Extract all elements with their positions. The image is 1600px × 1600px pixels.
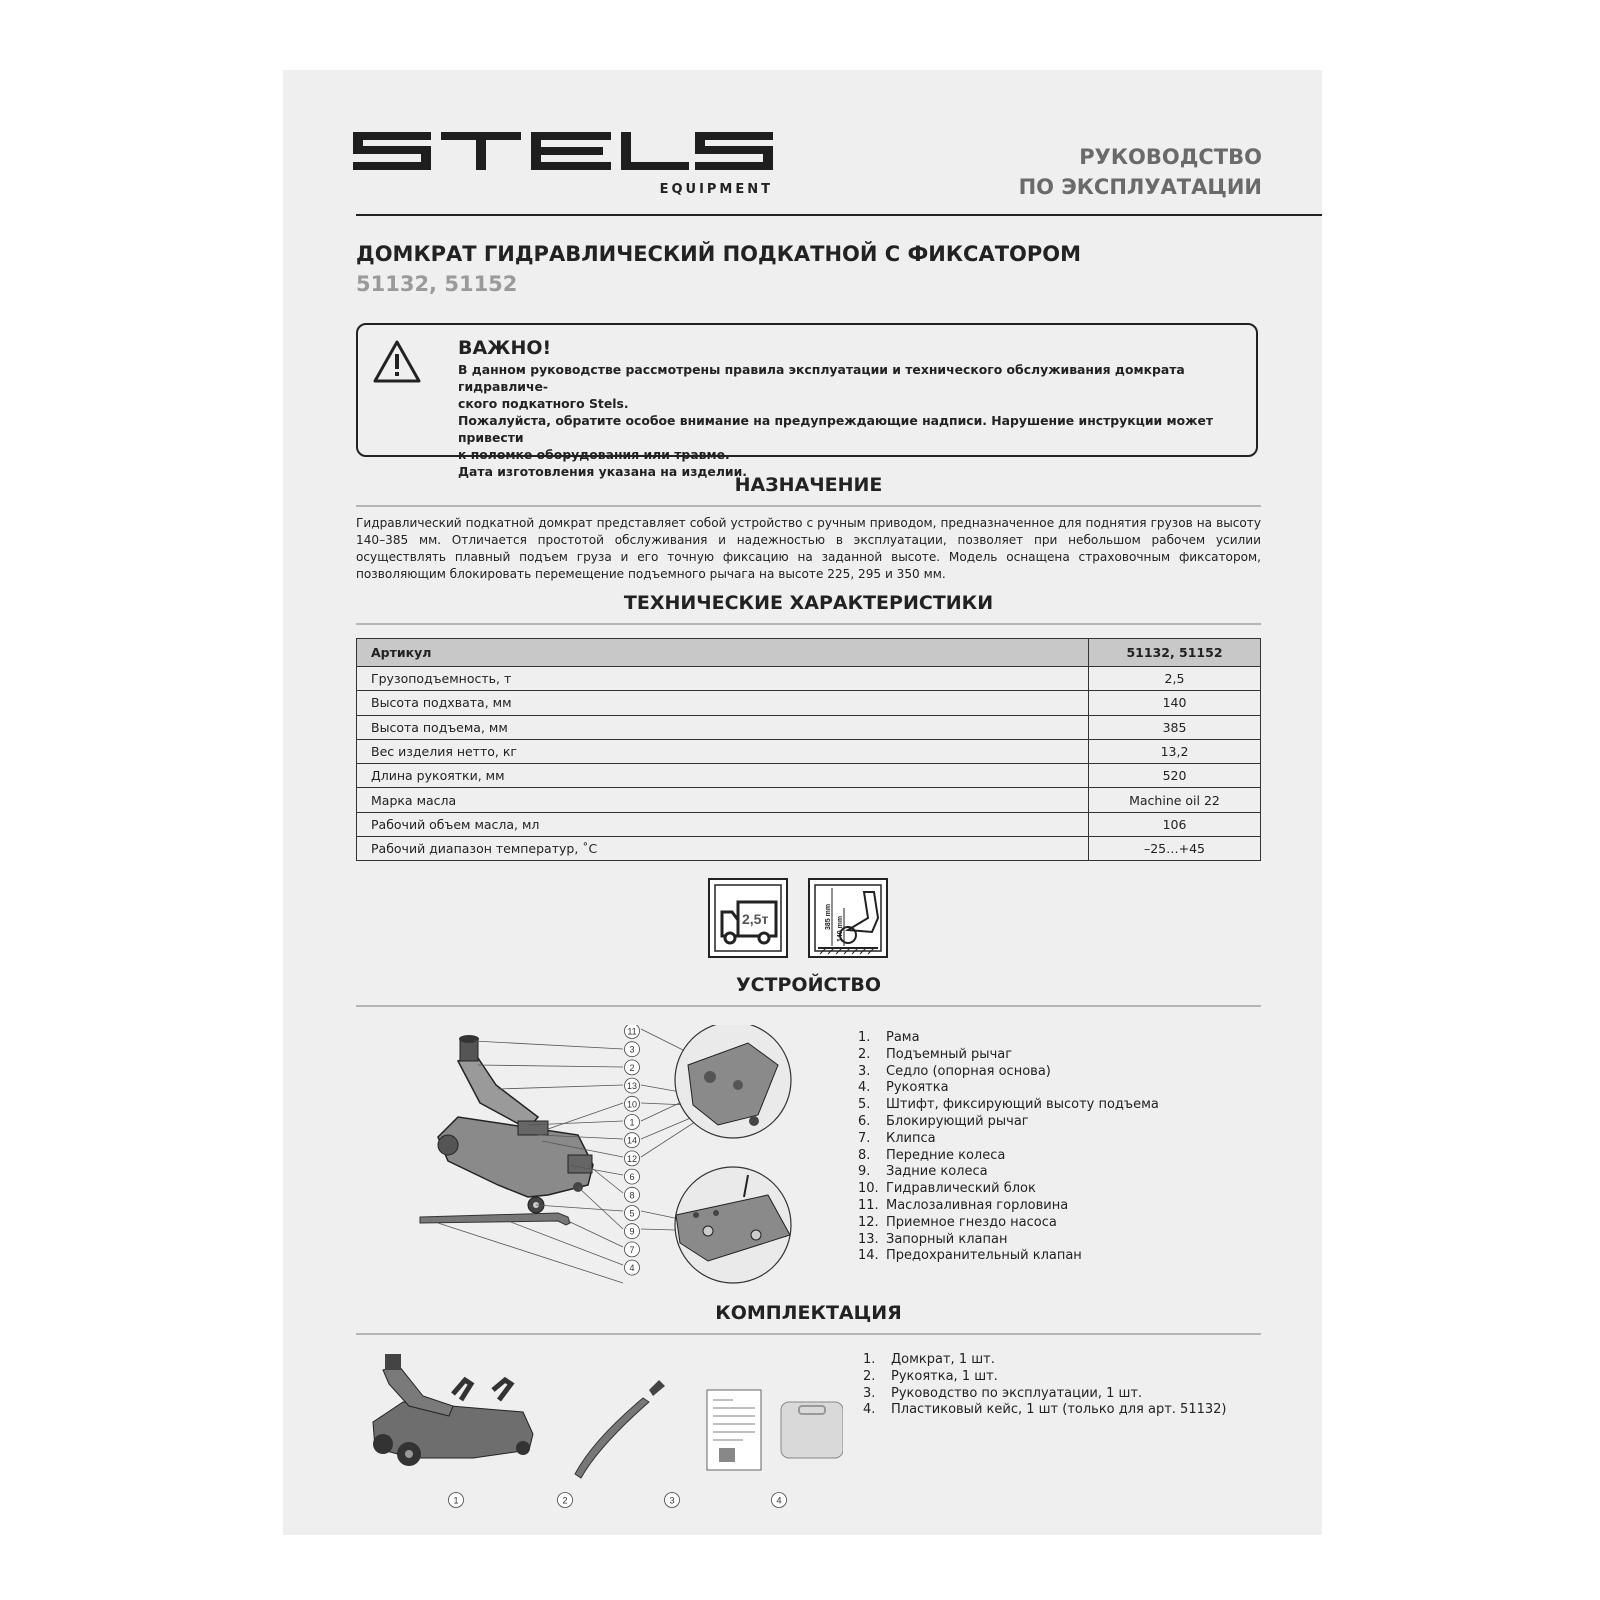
max-height-label: 385 mm: [825, 903, 832, 930]
product-models: 51132, 51152: [356, 272, 518, 296]
warning-text: [458, 361, 1248, 480]
device-heading: УСТРОЙСТВО: [735, 974, 882, 996]
kit-item: [863, 1386, 1227, 1403]
kit-item-number: 2.: [863, 1368, 876, 1384]
device-callout: [625, 1260, 640, 1275]
table-row: [357, 837, 1261, 861]
device-callout-label: 1: [629, 1117, 635, 1128]
table-row: [357, 715, 1261, 739]
lift-height-icon: [809, 879, 887, 957]
kit-callout-label: 4: [776, 1495, 782, 1506]
device-callout-label: 2: [629, 1062, 635, 1073]
kit-callout: [449, 1493, 464, 1508]
spec-label: Рабочий объем масла, мл: [357, 812, 1089, 836]
kit-manual-image: [707, 1390, 761, 1470]
table-row: [357, 812, 1261, 836]
spec-label: Грузоподъемность, т: [357, 667, 1089, 691]
device-callout-label: 3: [629, 1044, 635, 1055]
device-part-item-text: Штифт, фиксирующий высоту подъема: [886, 1097, 1159, 1113]
device-part-item: [858, 1064, 1159, 1081]
table-row: [357, 788, 1261, 812]
device-part-item-number: 4.: [858, 1080, 871, 1096]
spec-value: 2,5: [1089, 667, 1261, 691]
device-callout: [625, 1042, 640, 1057]
warning-line: Дата изготовления указана на изделии.: [458, 464, 747, 479]
device-callout-label: 5: [629, 1208, 635, 1219]
spec-label: Высота подхвата, мм: [357, 691, 1089, 715]
purpose-divider: [356, 505, 1261, 507]
warning-line: В данном руководстве рассмотрены правила эксплуатации и технического обслуживания домкрата гидравличе-: [458, 362, 1185, 394]
device-part-item-text: Задние колеса: [886, 1164, 988, 1180]
device-part-item-text: Седло (опорная основа): [886, 1063, 1051, 1079]
device-part-item: [858, 1181, 1159, 1198]
device-part-item: [858, 1097, 1159, 1114]
device-part-item-text: Запорный клапан: [886, 1231, 1008, 1247]
device-part-item-text: Клипса: [886, 1130, 936, 1146]
kit-item: [863, 1352, 1227, 1369]
device-part-item-number: 14.: [858, 1248, 879, 1264]
document-type-line-2: ПО ЭКСПЛУАТАЦИИ: [1018, 175, 1262, 199]
kit-callout: [772, 1493, 787, 1508]
device-part-item: [858, 1080, 1159, 1097]
spec-value: 140: [1089, 691, 1261, 715]
device-callout: [625, 1242, 640, 1257]
device-callout: [625, 1096, 640, 1111]
kit-illustration: [353, 1350, 843, 1510]
device-part-item-text: Рама: [886, 1030, 920, 1045]
brand-subtitle: EQUIPMENT: [659, 182, 773, 197]
kit-callout: [558, 1493, 573, 1508]
handle-illustration: [420, 1213, 570, 1225]
header-divider: [356, 214, 1322, 216]
kit-item-text: Руководство по эксплуатации, 1 шт.: [891, 1385, 1143, 1401]
device-part-item-text: Рукоятка: [886, 1080, 949, 1096]
specs-header-value: 51132, 51152: [1089, 639, 1261, 667]
device-part-item: [858, 1198, 1159, 1215]
table-row: [357, 739, 1261, 763]
kit-callout: [665, 1493, 680, 1508]
spec-value: 106: [1089, 812, 1261, 836]
specs-table: [356, 638, 1261, 861]
kit-item-number: 1.: [863, 1352, 876, 1367]
device-callout-label: 12: [626, 1153, 638, 1164]
device-part-item-number: 12.: [858, 1214, 879, 1230]
detail-zoom-bottom: [675, 1167, 791, 1283]
device-part-item: [858, 1047, 1159, 1064]
kit-item-text: Рукоятка, 1 шт.: [891, 1368, 998, 1384]
device-part-item: [858, 1164, 1159, 1181]
spec-label: Вес изделия нетто, кг: [357, 739, 1089, 763]
warning-box: [356, 323, 1258, 479]
device-part-item: [858, 1114, 1159, 1131]
device-part-item: [858, 1131, 1159, 1148]
device-part-item-number: 8.: [858, 1147, 871, 1163]
device-part-item: [858, 1248, 1159, 1265]
product-title: ДОМКРАТ ГИДРАВЛИЧЕСКИЙ ПОДКАТНОЙ С ФИКСАТОРОМ: [356, 242, 1082, 266]
device-part-item: [858, 1148, 1159, 1165]
document-type-line-1: РУКОВОДСТВО: [1079, 145, 1262, 169]
kit-heading: КОМПЛЕКТАЦИЯ: [715, 1302, 902, 1324]
kit-item-number: 3.: [863, 1385, 876, 1401]
jack-illustration: [438, 1035, 593, 1213]
spec-value: 385: [1089, 715, 1261, 739]
table-row: [357, 667, 1261, 691]
device-callout-label: 13: [626, 1081, 638, 1092]
device-part-item: [858, 1215, 1159, 1232]
device-parts-list: [858, 1030, 1159, 1265]
device-part-item: [858, 1030, 1159, 1047]
device-callout-label: 6: [629, 1172, 635, 1183]
device-callout: [625, 1133, 640, 1148]
document-type: [1019, 142, 1262, 202]
device-callout-label: 4: [629, 1263, 635, 1274]
kit-jack-image: [373, 1354, 533, 1466]
warning-line: к поломке оборудования или травме.: [458, 447, 730, 462]
device-part-item: [858, 1232, 1159, 1249]
device-callout-label: 9: [629, 1226, 635, 1237]
device-callouts: [625, 1025, 640, 1275]
device-callout-label: 7: [629, 1244, 635, 1255]
warning-triangle-icon: [372, 339, 422, 385]
kit-item: [863, 1402, 1227, 1419]
spec-label: Марка масла: [357, 788, 1089, 812]
device-part-item-number: 9.: [858, 1164, 871, 1180]
device-callout-label: 14: [626, 1135, 638, 1146]
min-height-label: 140 mm: [837, 915, 844, 942]
device-callout: [625, 1206, 640, 1221]
capacity-label: 2,5т: [742, 911, 769, 927]
device-callout: [625, 1187, 640, 1202]
brand-text: STELS: [353, 190, 357, 191]
device-part-item-text: Предохранительный клапан: [886, 1248, 1082, 1264]
device-callout-label: 11: [627, 1026, 637, 1037]
device-part-item-text: Передние колеса: [886, 1147, 1006, 1163]
capacity-truck-icon: [709, 879, 787, 957]
detail-zoom-top: [675, 1025, 791, 1138]
kit-callout-label: 3: [669, 1495, 675, 1506]
kit-item-text: Пластиковый кейс, 1 шт (только для арт. 51132): [891, 1402, 1227, 1418]
kit-callouts: [449, 1493, 787, 1508]
specs-heading: ТЕХНИЧЕСКИЕ ХАРАКТЕРИСТИКИ: [623, 592, 994, 614]
purpose-heading: НАЗНАЧЕНИЕ: [734, 474, 883, 496]
device-part-item-text: Подъемный рычаг: [886, 1046, 1013, 1062]
device-callout: [625, 1025, 640, 1039]
spec-label: Высота подъема, мм: [357, 715, 1089, 739]
jack-diagram: [418, 1025, 818, 1285]
kit-case-image: [781, 1402, 843, 1458]
device-callout: [625, 1169, 640, 1184]
kit-handle-image: [575, 1380, 665, 1478]
kit-item: [863, 1369, 1227, 1386]
device-part-item-text: Гидравлический блок: [886, 1181, 1036, 1197]
device-divider: [356, 1005, 1261, 1007]
device-part-item-number: 10.: [858, 1181, 879, 1197]
device-callout-label: 8: [629, 1190, 635, 1201]
device-part-item-number: 5.: [858, 1097, 871, 1113]
table-row: [357, 691, 1261, 715]
device-part-item-number: 6.: [858, 1113, 871, 1129]
kit-item-text: Домкрат, 1 шт.: [891, 1352, 995, 1367]
device-part-item-text: Блокирующий рычаг: [886, 1113, 1029, 1129]
spec-value: –25…+45: [1089, 837, 1261, 861]
device-callout: [625, 1060, 640, 1075]
spec-value: Machine oil 22: [1089, 788, 1261, 812]
device-part-item-text: Приемное гнездо насоса: [886, 1214, 1057, 1230]
kit-callout-label: 2: [562, 1495, 568, 1506]
kit-divider: [356, 1333, 1261, 1335]
warning-title: ВАЖНО!: [458, 337, 552, 359]
device-part-item-number: 2.: [858, 1046, 871, 1062]
specs-header-label: Артикул: [357, 639, 1089, 667]
spec-label: Рабочий диапазон температур, ˚С: [357, 837, 1089, 861]
device-callout: [625, 1078, 640, 1093]
device-part-item-number: 7.: [858, 1130, 871, 1146]
spec-value: 520: [1089, 764, 1261, 788]
manual-page: [283, 70, 1322, 1535]
kit-item-number: 4.: [863, 1402, 876, 1418]
warning-line: ского подкатного Stels.: [458, 396, 629, 411]
table-row: [357, 764, 1261, 788]
device-callout: [625, 1224, 640, 1239]
specs-divider: [356, 623, 1261, 625]
kit-callout-label: 1: [453, 1495, 459, 1506]
device-part-item-text: Маслозаливная горловина: [886, 1197, 1069, 1213]
device-callout: [625, 1115, 640, 1130]
device-callout-label: 10: [626, 1099, 638, 1110]
warning-line: Пожалуйста, обратите особое внимание на предупреждающие надписи. Нарушение инструкции может привести: [458, 413, 1214, 445]
specs-header-row: [357, 639, 1261, 667]
kit-items-list: [863, 1352, 1227, 1419]
device-part-item-number: 11.: [858, 1197, 879, 1213]
device-part-item-number: 1.: [858, 1030, 871, 1045]
device-callout: [625, 1151, 640, 1166]
purpose-text: Гидравлический подкатной домкрат представляет собой устройство с ручным приводом, предназначенное для поднятия грузов на высоту 140–385 мм. Отличается простотой обслуживания и надежностью в эксплуатации, позволяет при небольшом рабочем усилии осуществлять плавный подъем груза и его точную фиксацию на заданной высоте. Модель оснащена страховочным фиксатором, позволяющим блокировать перемещение подъемного рычага на высоте 225, 295 и 350 мм.: [356, 516, 1261, 581]
spec-label: Длина рукоятки, мм: [357, 764, 1089, 788]
device-part-item-number: 3.: [858, 1063, 871, 1079]
spec-icons: [708, 878, 888, 958]
spec-value: 13,2: [1089, 739, 1261, 763]
device-part-item-number: 13.: [858, 1231, 879, 1247]
